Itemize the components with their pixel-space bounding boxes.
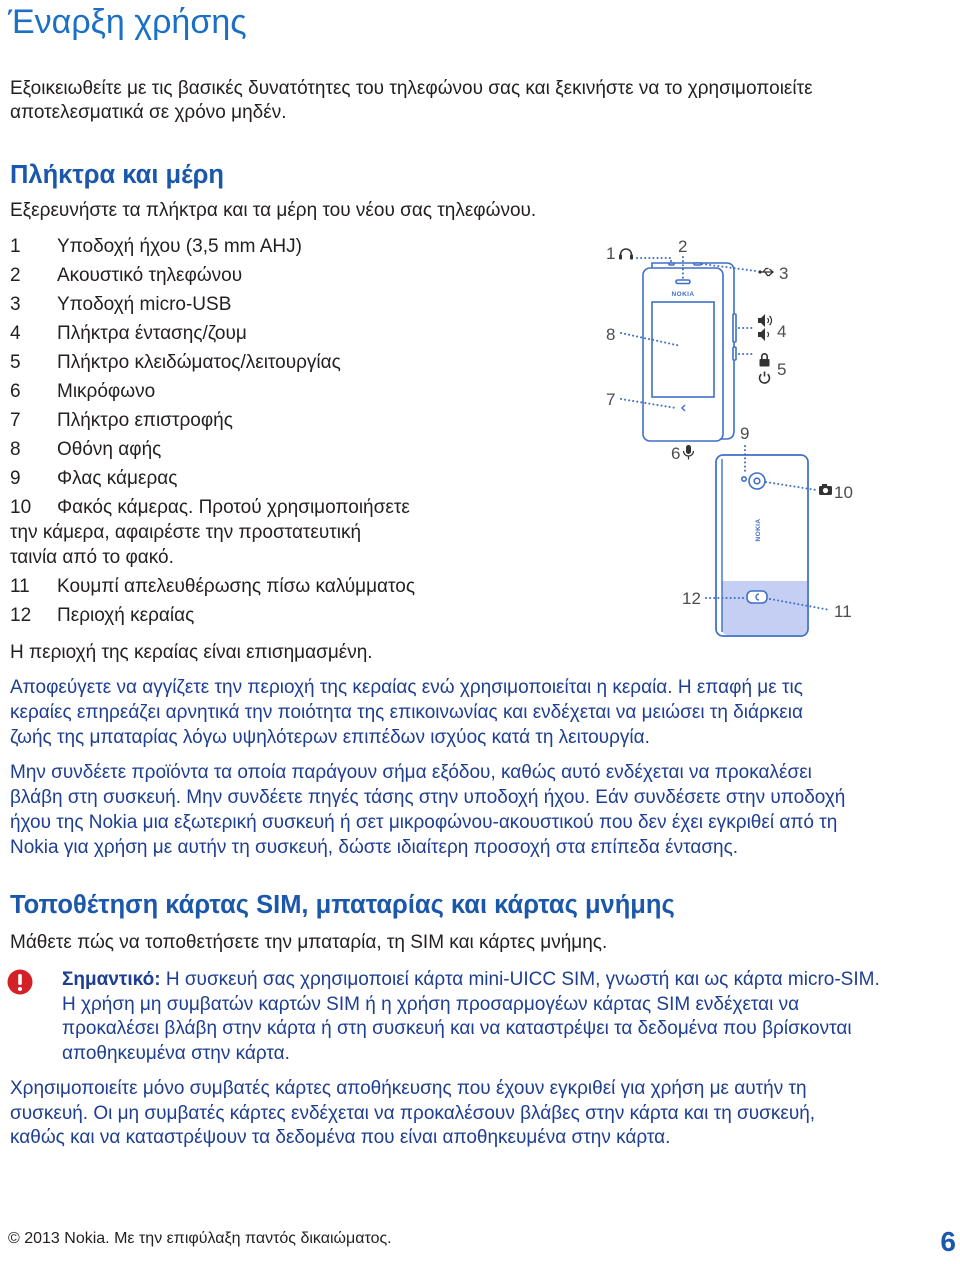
parts-list <box>10 234 570 632</box>
item-text: Κουμπί απελευθέρωσης πίσω καλύμματος <box>57 576 415 597</box>
list-item <box>10 234 570 263</box>
antenna-area <box>722 581 807 635</box>
item-number: 7 <box>10 410 21 431</box>
item-text: Περιοχή κεραίας <box>57 605 195 626</box>
item-number: 11 <box>10 576 30 597</box>
headphone-jack <box>669 263 674 265</box>
section-heading-keys-parts: Πλήκτρα και μέρη <box>10 161 224 189</box>
intro-paragraph <box>10 77 956 125</box>
callout-9: 9 <box>740 424 750 443</box>
note-line: καθώς και να καταστρέψουν τα δεδομένα που είναι αποθηκευμένα στην κάρτα. <box>10 1127 671 1148</box>
note-line: Η περιοχή της κεραίας είναι επισημασμένη. <box>10 642 373 663</box>
warning-line: Nokia για χρήση με αυτήν τη συσκευή, δώστε ιδιαίτερη προσοχή στα επίπεδα έντασης. <box>10 837 739 858</box>
callout-5: 5 <box>777 360 787 379</box>
warning-line: Μην συνδέετε προϊόντα τα οποία παράγουν σήμα εξόδου, καθώς αυτό ενδέχεται να προκαλέσει <box>10 762 812 783</box>
camera-lens-inner <box>754 478 760 484</box>
item-text-continued: ταινία από το φακό. <box>10 547 174 568</box>
page-title: Έναρξη χρήσης <box>8 3 247 41</box>
important-line: προκαλέσει βλάβη στην κάρτα ή στη συσκευή και να καταστρέψει τα δεδομένα που βρίσκονται <box>62 1018 852 1039</box>
note-line: Χρησιμοποιείτε μόνο συμβατές κάρτες αποθήκευσης που έχουν εγκριθεί για χρήση με αυτήν τη <box>10 1078 807 1099</box>
important-text: Η συσκευή σας χρησιμοποιεί κάρτα mini-UICC SIM, γνωστή και ως κάρτα micro-SIM. <box>165 969 880 990</box>
list-item <box>10 292 570 321</box>
list-item <box>10 408 570 437</box>
keys-section-lead <box>10 198 956 223</box>
item-number: 9 <box>10 468 21 489</box>
callout-11: 11 <box>834 602 852 621</box>
warning-icon <box>7 969 33 995</box>
power-icon <box>759 372 769 384</box>
volume-up-icon <box>758 314 772 327</box>
touch-screen <box>652 302 714 397</box>
brand-logo-front: NOKIA <box>671 291 695 298</box>
warning-line: κεραίες επηρεάζει αρνητικά την ποιότητα της επικοινωνίας και ενδέχεται να μειώσει τη διάρκεια <box>10 702 803 723</box>
list-item <box>10 321 570 350</box>
item-text: Μικρόφωνο <box>57 381 156 402</box>
camera-flash <box>742 477 746 481</box>
list-item <box>10 263 570 292</box>
callout-2: 2 <box>678 237 688 256</box>
callout-12: 12 <box>682 589 701 608</box>
antenna-note <box>10 640 570 665</box>
usb-port <box>694 263 701 265</box>
lead-line: Εξερευνήστε τα πλήκτρα και τα μέρη του νέου σας τηλεφώνου. <box>10 200 537 221</box>
item-number: 2 <box>10 265 21 286</box>
camera-icon <box>819 484 832 495</box>
warning-line: βλάβη στη συσκευή. Μην συνδέετε πηγές τάσης στην υποδοχή ήχου. Εάν συνδέσετε στην υποδοχή <box>10 787 846 808</box>
item-text: Πλήκτρα έντασης/ζουμ <box>57 323 247 344</box>
power-lock-key <box>733 347 736 360</box>
item-text: Πλήκτρο κλειδώματος/λειτουργίας <box>57 352 341 373</box>
list-item <box>10 495 570 574</box>
important-line <box>62 968 956 993</box>
callout-7: 7 <box>606 390 616 409</box>
callout-1: 1 <box>606 244 616 263</box>
phone-front-view <box>643 263 736 441</box>
microphone-icon <box>684 445 694 460</box>
volume-keys <box>733 314 736 342</box>
lock-icon <box>760 354 770 367</box>
item-text: Υποδοχή micro-USB <box>57 294 232 315</box>
warning-line: ήχου της Nokia μια εξωτερική συσκευή ή σετ μικροφώνου-ακουστικού που δεν έχει εγκριθεί από τη <box>10 812 838 833</box>
audio-connector-warning <box>10 760 956 860</box>
phone-back-view <box>716 455 808 636</box>
item-number: 5 <box>10 352 21 373</box>
item-text: Φακός κάμερας. Προτού χρησιμοποιήσετε <box>57 497 410 518</box>
item-text-continued: την κάμερα, αφαιρέστε την προστατευτική <box>10 522 362 543</box>
antenna-warning <box>10 675 956 750</box>
section-heading-sim-battery: Τοποθέτηση κάρτας SIM, μπαταρίας και κάρτας μνήμης <box>10 891 675 919</box>
item-number: 12 <box>10 605 32 626</box>
list-item <box>10 603 570 632</box>
list-item <box>10 350 570 379</box>
item-number: 10 <box>10 497 32 518</box>
earpiece <box>676 280 690 284</box>
phone-parts-diagram <box>580 225 870 650</box>
callout-4: 4 <box>777 322 787 341</box>
back-cover-release-button <box>747 591 767 603</box>
important-label: Σημαντικό: <box>62 969 161 990</box>
intro-line: Εξοικειωθείτε με τις βασικές δυνατότητες του τηλεφώνου σας και ξεκινήστε να το χρησιμοποιείτε <box>10 78 813 99</box>
list-item <box>10 379 570 408</box>
note-line: συσκευή. Οι μη συμβατές κάρτες ενδέχεται να προκαλέσουν βλάβες στην κάρτα και τη συσκευή, <box>10 1102 816 1124</box>
lead-line: Μάθετε πώς να τοποθετήσετε την μπαταρία, τη SIM και κάρτες μνήμης. <box>10 932 608 953</box>
callout-10: 10 <box>834 483 853 502</box>
item-number: 4 <box>10 323 21 344</box>
list-item <box>10 437 570 466</box>
item-number: 8 <box>10 439 21 460</box>
important-note <box>62 968 956 1066</box>
item-number: 6 <box>10 381 21 402</box>
item-text: Ακουστικό τηλεφώνου <box>57 265 243 286</box>
important-line: αποθηκευμένα στην κάρτα. <box>62 1042 290 1064</box>
item-number: 1 <box>10 236 21 257</box>
callout-3: 3 <box>779 264 789 283</box>
volume-down-icon <box>758 328 769 341</box>
item-text: Οθόνη αφής <box>57 439 162 460</box>
memory-card-note <box>10 1077 956 1151</box>
brand-logo-back: NOKIA <box>755 518 762 542</box>
item-text: Φλας κάμερας <box>57 468 178 489</box>
list-item <box>10 466 570 495</box>
sim-section-lead <box>10 930 956 955</box>
item-text: Υποδοχή ήχου (3,5 mm AHJ) <box>57 236 302 257</box>
headphone-icon <box>619 249 633 260</box>
callout-6: 6 <box>671 444 681 463</box>
warning-line: Αποφεύγετε να αγγίζετε την περιοχή της κεραίας ενώ χρησιμοποιείται η κεραία. Η επαφή με τις <box>10 677 803 698</box>
footer-copyright: © 2013 Nokia. Με την επιφύλαξη παντός δικαιώματος. <box>8 1230 392 1247</box>
intro-line: αποτελεσματικά σε χρόνο μηδέν. <box>10 102 287 123</box>
item-number: 3 <box>10 294 21 315</box>
important-line: Η χρήση μη συμβατών καρτών SIM ή η χρήση προσαρμογέων κάρτας SIM ενδέχεται να <box>62 993 800 1015</box>
usb-icon <box>758 269 773 276</box>
item-text: Πλήκτρο επιστροφής <box>57 410 233 431</box>
page-number: 6 <box>940 1226 956 1257</box>
callout-8: 8 <box>606 325 616 344</box>
warning-line: ζωής της μπαταρίας λόγω υψηλότερων επιπέδων ισχύος κατά τη λειτουργία. <box>10 727 650 748</box>
list-item <box>10 574 570 603</box>
